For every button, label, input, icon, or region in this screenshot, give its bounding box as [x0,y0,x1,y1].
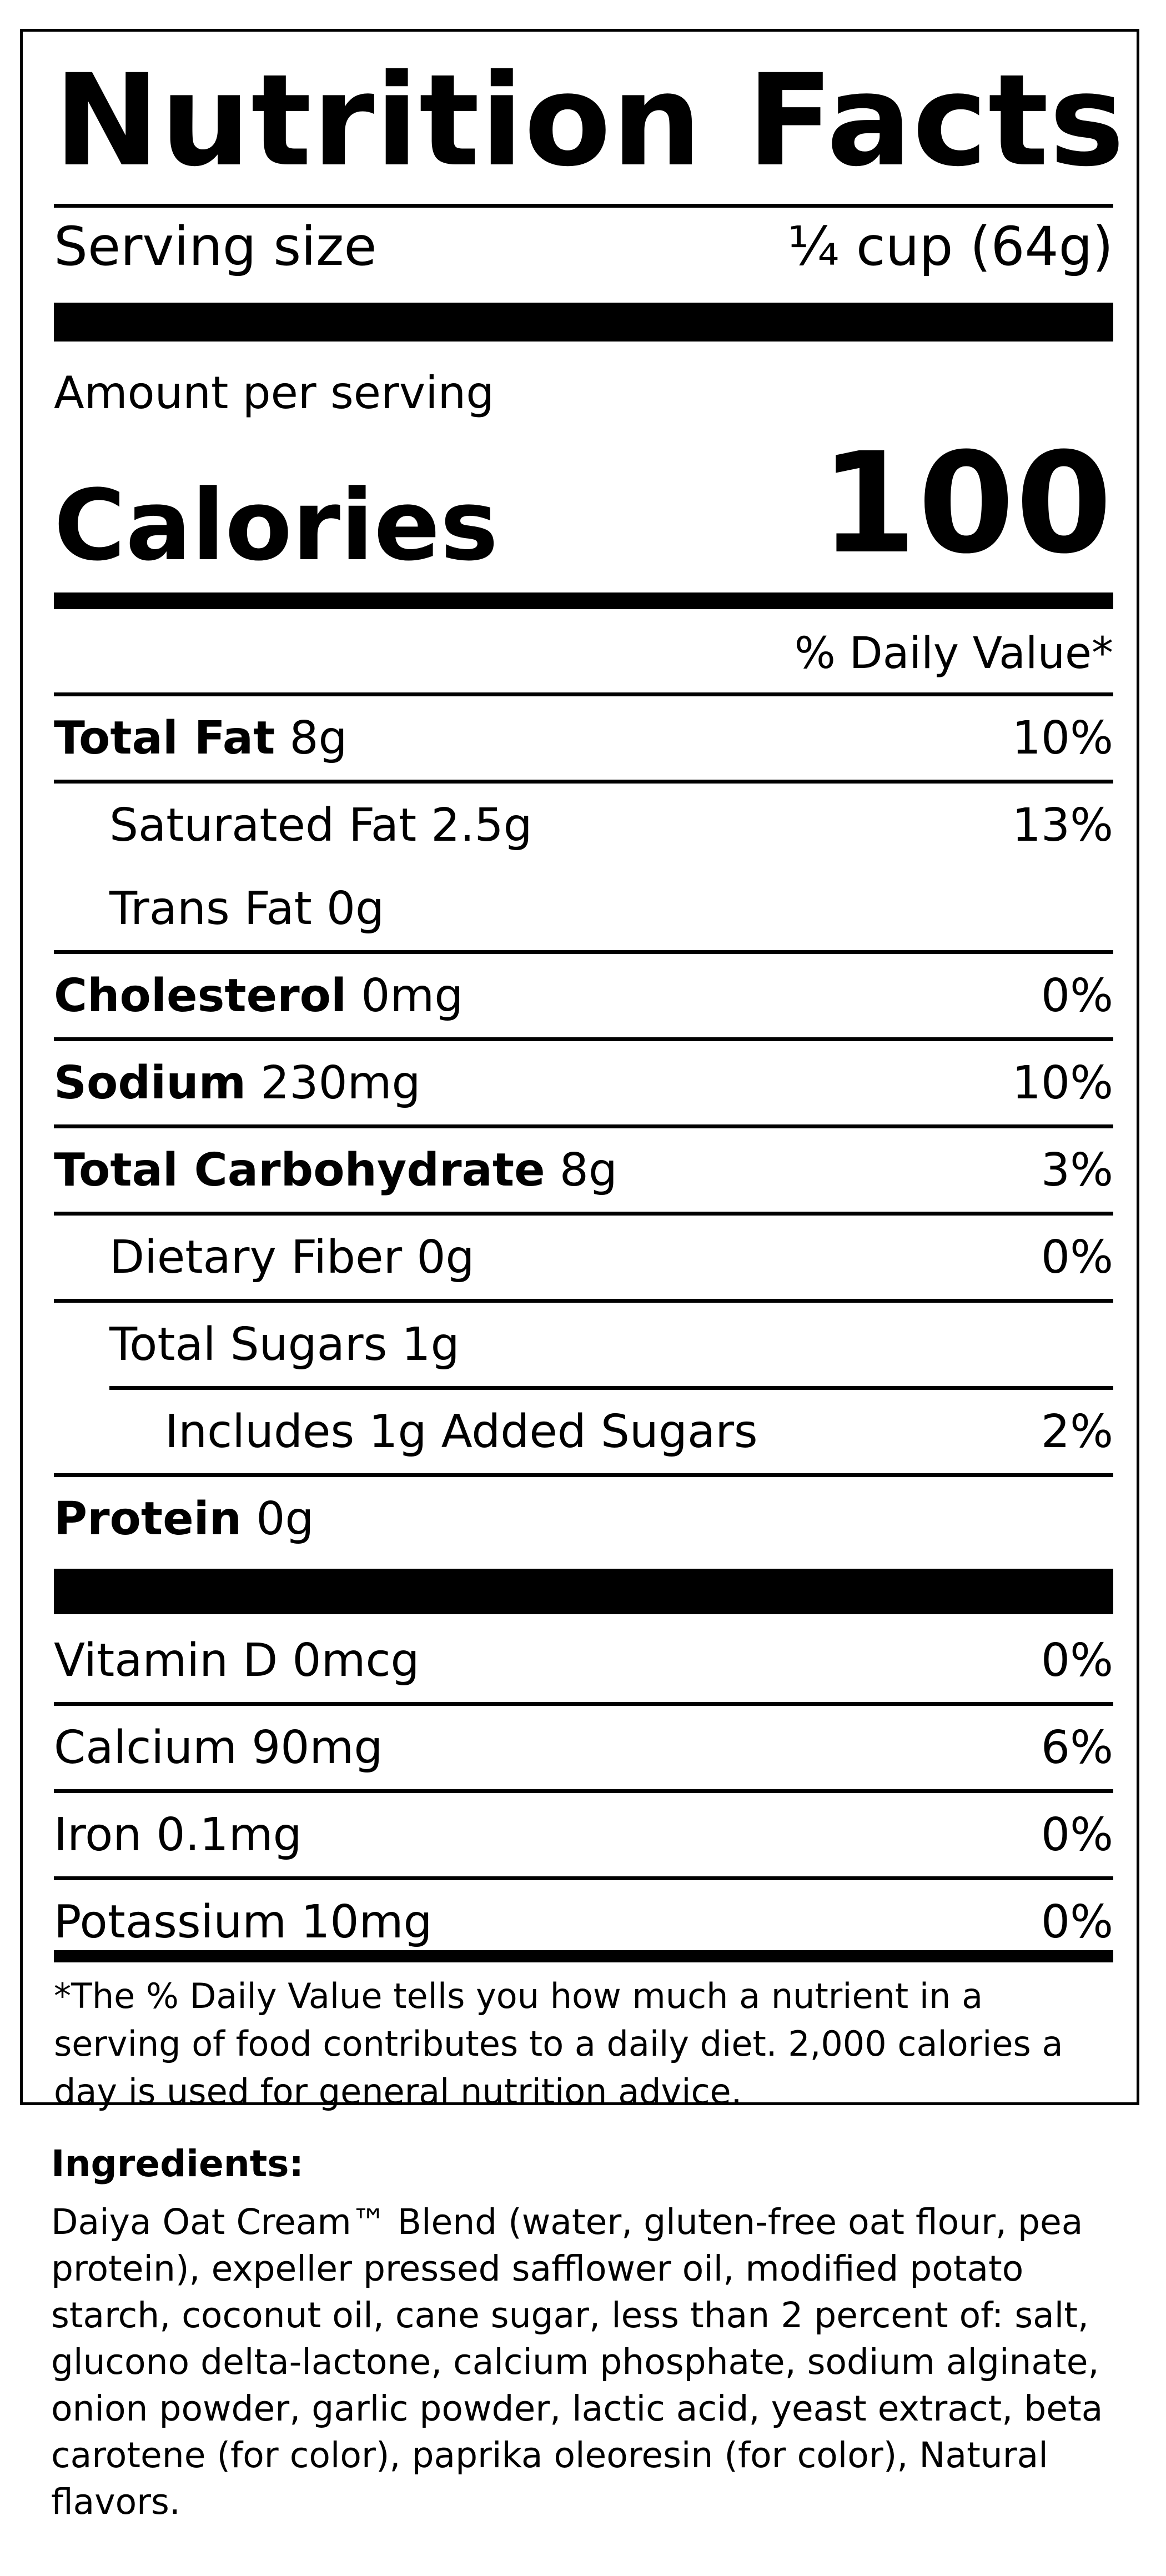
nutrient-name: Total Carbohydrate [54,1143,545,1197]
vitamin-amount: 0.1mg [156,1808,302,1861]
divider [54,1789,1113,1793]
nutrient-row-sodium [54,1041,1113,1124]
amount-per-serving-label: Amount per serving [54,366,494,419]
divider [54,204,1113,208]
divider [54,1876,1113,1880]
thick-divider [54,1569,1113,1614]
serving-size-row [54,210,1113,283]
ingredients-text: Daiya Oat Cream™ Blend (water, gluten-free oat flour, pea protein), expeller pressed safflower oil, modified potato starch, coconut oil, cane sugar, less than 2 percent of: salt, glucono delta-lactone, calcium phosphate, sodium alginate, onion powder, garlic powder, lactic acid, yeast extract, beta carotene (for color), paprika oleoresin (for color), Natural flavors. [51,2202,1103,2522]
nutrient-row-saturated-fat [54,784,1113,867]
amount-per-serving-row [54,365,1113,420]
nutrient-name: Total Sugars [109,1318,388,1371]
nutrient-row-total-fat [54,696,1113,780]
nutrient-amount: 230mg [260,1056,421,1109]
daily-value-header [54,620,1113,687]
serving-size-label: Serving size [54,215,377,278]
calories-row [54,415,1113,584]
nutrient-dv: 0% [1041,969,1113,1022]
ingredients-heading: Ingredients: [51,2142,304,2185]
nutrient-row-trans-fat [54,867,1113,950]
nutrient-name: Cholesterol [54,969,347,1022]
vitamin-dv: 0% [1041,1634,1113,1687]
nutrient-row-dietary-fiber [54,1216,1113,1299]
nutrient-row-added-sugars [54,1390,1113,1473]
vitamin-amount: 10mg [301,1895,433,1949]
vitamin-dv: 6% [1041,1721,1113,1774]
serving-size-value: ¼ cup (64g) [787,215,1113,278]
nutrient-dv: 10% [1012,1056,1113,1109]
nutrient-amount: 8g [289,711,348,765]
nutrient-amount: 0g [256,1492,314,1545]
vitamin-amount: 90mg [252,1721,383,1774]
calories-label: Calories [54,469,499,583]
vitamin-row-iron [54,1793,1113,1876]
divider [54,780,1113,784]
daily-value-header-text: % Daily Value* [794,629,1113,679]
nutrient-amount: 0g [416,1231,475,1284]
divider [54,1473,1113,1477]
divider [54,1212,1113,1216]
thick-divider [54,303,1113,342]
divider [54,692,1113,696]
vitamin-dv: 0% [1041,1895,1113,1949]
divider [54,1299,1113,1303]
nutrient-name: Dietary Fiber [109,1231,403,1284]
label-content [54,32,1125,2112]
nutrient-amount: 2.5g [431,799,532,852]
nutrient-row-total-sugars [54,1303,1113,1386]
medium-divider [54,592,1113,609]
nutrient-amount: 8g [559,1143,617,1197]
nutrient-row-protein [54,1477,1113,1560]
nutrient-amount: 0mg [361,969,464,1022]
vitamin-name: Vitamin D [54,1634,278,1687]
nutrient-name: Total Fat [54,711,275,765]
nutrition-facts-label [20,29,1139,2112]
nutrient-dv: 3% [1041,1143,1113,1197]
nutrient-name: Includes 1g Added Sugars [165,1405,758,1458]
divider [54,1702,1113,1706]
divider [54,1124,1113,1128]
nutrient-dv: 0% [1041,1231,1113,1284]
vitamin-row-calcium [54,1706,1113,1789]
divider [109,1386,1113,1390]
vitamin-name: Iron [54,1808,142,1861]
vitamin-name: Potassium [54,1895,287,1949]
nutrient-name: Sodium [54,1056,247,1109]
nutrient-amount: 0g [326,882,385,935]
vitamin-name: Calcium [54,1721,238,1774]
calories-value: 100 [820,423,1113,584]
label-title: Nutrition Facts [54,47,1125,194]
nutrient-row-total-carbohydrate [54,1128,1113,1212]
vitamin-row-vitamin-d [54,1619,1113,1702]
divider [54,950,1113,954]
nutrient-dv: 13% [1012,799,1113,852]
vitamin-amount: 0mcg [292,1634,420,1687]
nutrient-dv: 2% [1041,1405,1113,1458]
nutrient-dv: 10% [1012,711,1113,765]
daily-value-footnote: *The % Daily Value tells you how much a nutrient in a serving of food contributes to a daily diet. 2,000 calories a day is used for general nutrition advice. [54,1976,1063,2112]
nutrient-amount: 1g [401,1318,460,1371]
nutrient-name: Protein [54,1492,242,1545]
nutrient-name: Saturated Fat [109,799,417,852]
nutrient-name: Trans Fat [109,882,312,935]
divider [54,1037,1113,1041]
nutrient-row-cholesterol [54,954,1113,1037]
medium-divider [54,1950,1113,1962]
vitamin-dv: 0% [1041,1808,1113,1861]
